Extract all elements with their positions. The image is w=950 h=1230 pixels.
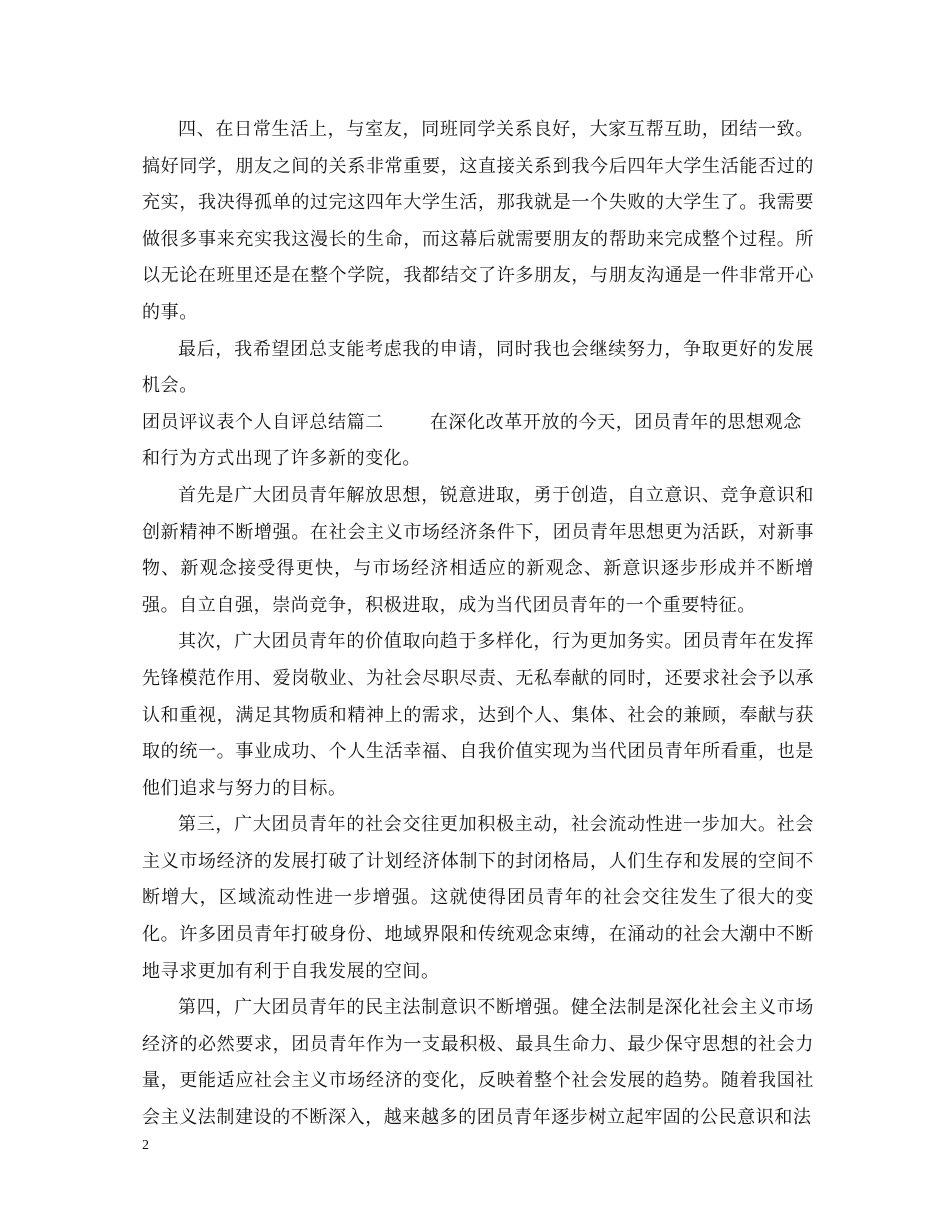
paragraph-third-point: 第三，广大团员青年的社会交往更加积极主动，社会流动性进一步加大。社会主义市场经济的发展打破了计划经济体制下的封闭格局，人们生存和发展的空间不断增大，区域流动性进一步增强。这就使得团员青年的社会交往发生了很大的变化。许多团员青年打破身份、地域界限和传统观念束缚，在涌动的社会大潮中不断地寻求更加有利于自我发展的空间。 bbox=[142, 814, 814, 982]
paragraph-daily-life: 四、在日常生活上，与室友，同班同学关系良好，大家互帮互助，团结一致。搞好同学，朋友之间的关系非常重要，这直接关系到我今后四年大学生活能否过的充实，我决得孤单的过完这四年大学生活，那我就是一个失败的大学生了。我需要做很多事来充实我这漫长的生命，而这幕后就需要朋友的帮助来完成整个过程。所以无论在班里还是在整个学院，我都结交了许多朋友，与朋友沟通是一件非常开心的事。 bbox=[142, 119, 814, 323]
page-number: 2 bbox=[142, 1138, 149, 1153]
document-body bbox=[142, 112, 814, 1137]
paragraph-fourth-point: 第四，广大团员青年的民主法制意识不断增强。健全法制是深化社会主义市场经济的必然要求，团员青年作为一支最积极、最具生命力、最少保守思想的社会力量，更能适应社会主义市场经济的变化，反映着整个社会发展的趋势。随着我国社会主义法制建设的不断深入，越来越多的团员青年逐步树立起牢固的公民意识和法 bbox=[142, 997, 814, 1129]
paragraph-first-point: 首先是广大团员青年解放思想，锐意进取，勇于创造，自立意识、竞争意识和创新精神不断增强。在社会主义市场经济条件下，团员青年思想更为活跃，对新事物、新观念接受得更快，与市场经济相适应的新观念、新意识逐步形成并不断增强。自立自强，崇尚竞争，积极进取，成为当代团员青年的一个重要特征。 bbox=[142, 484, 814, 616]
paragraph-closing-request: 最后，我希望团总支能考虑我的申请，同时我也会继续努力，争取更好的发展机会。 bbox=[142, 338, 814, 397]
section-intro: 在深化改革开放的今天，团员青年的思想观念和行为方式出现了许多新的变化。 bbox=[142, 411, 802, 470]
section-heading-line bbox=[142, 405, 814, 478]
paragraph-second-point: 其次，广大团员青年的价值取向趋于多样化，行为更加务实。团员青年在发挥先锋模范作用、爱岗敬业、为社会尽职尽责、无私奉献的同时，还要求社会予以承认和重视，满足其物质和精神上的需求，达到个人、集体、社会的兼顾，奉献与获取的统一。事业成功、个人生活幸福、自我价值实现为当代团员青年所看重，也是他们追求与努力的目标。 bbox=[142, 631, 814, 799]
section-title: 团员评议表个人自评总结篇二 bbox=[142, 411, 384, 433]
